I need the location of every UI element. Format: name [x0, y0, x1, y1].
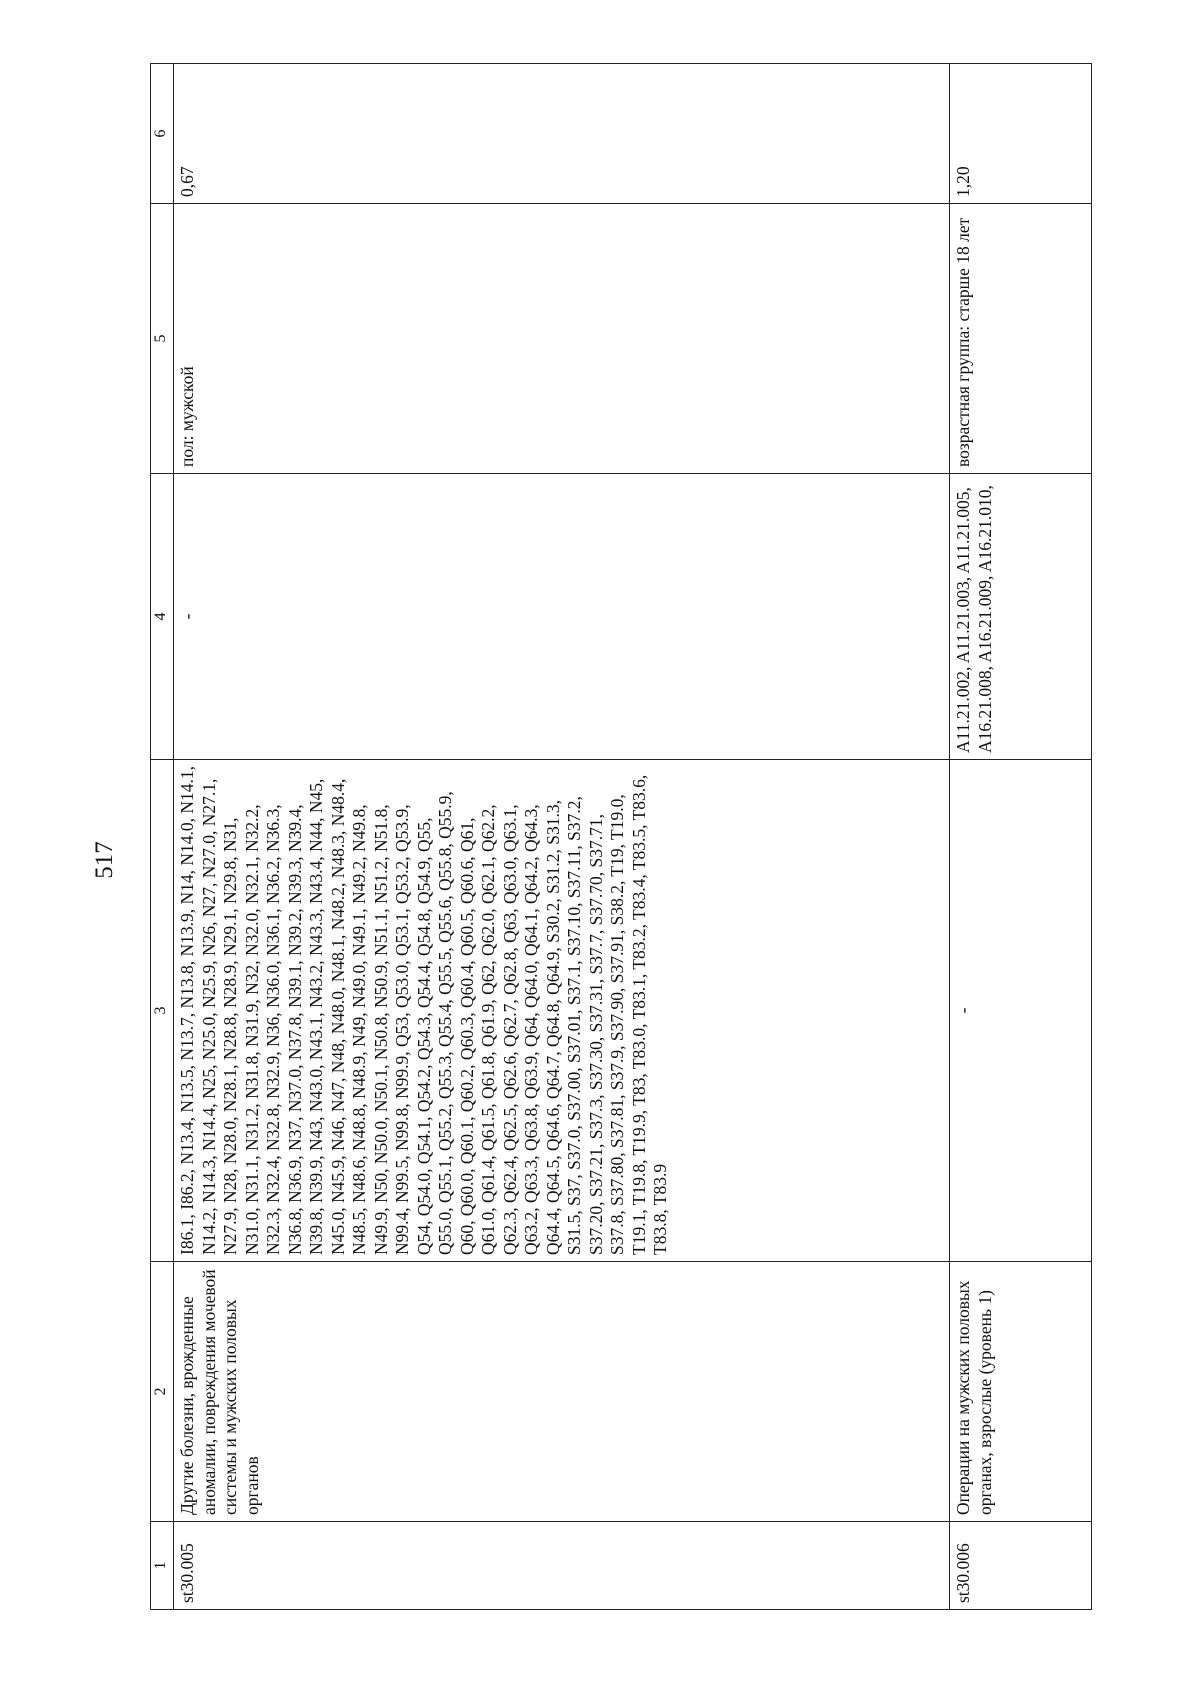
row-services: -	[174, 474, 950, 760]
column-number-1: 1	[151, 1522, 174, 1610]
column-number-6: 6	[151, 64, 174, 204]
table-row	[174, 64, 950, 1610]
rotated-table-container	[150, 64, 1092, 1610]
row-name: Операции на мужских половых органах, взрослые (уровень 1)	[950, 1262, 1092, 1522]
row-diagnoses: I86.1, I86.2, N13.4, N13.5, N13.7, N13.8, N13.9, N14, N14.0, N14.1, N14.2, N14.3, N14.4, N25, N25.0, N25.9, N26, N27, N27.0, N27.1, N27.9, N28, N28.0, N28.1, N28.8, N28.9, N29.1, N29.8, N31, N31.0, N31.1, N31.2, N31.8, N31.9, N32, N32.0, N32.1, N32.2, N32.3, N32.4, N32.8, N32.9, N36, N36.0, N36.1, N36.2, N36.3, N36.8, N36.9, N37, N37.0, N37.8, N39.1, N39.2, N39.3, N39.4, N39.8, N39.9, N43, N43.0, N43.1, N43.2, N43.3, N43.4, N44, N45, N45.0, N45.9, N46, N47, N48, N48.0, N48.1, N48.2, N48.3, N48.4, N48.5, N48.6, N48.8, N48.9, N49, N49.0, N49.1, N49.2, N49.8, N49.9, N50, N50.0, N50.1, N50.8, N50.9, N51.1, N51.2, N51.8, N99.4, N99.5, N99.8, N99.9, Q53, Q53.0, Q53.1, Q53.2, Q53.9, Q54, Q54.0, Q54.1, Q54.2, Q54.3, Q54.4, Q54.8, Q54.9, Q55, Q55.0, Q55.1, Q55.2, Q55.3, Q55.4, Q55.5, Q55.6, Q55.8, Q55.9, Q60, Q60.0, Q60.1, Q60.2, Q60.3, Q60.4, Q60.5, Q60.6, Q61, Q61.0, Q61.4, Q61.5, Q61.8, Q61.9, Q62, Q62.0, Q62.1, Q62.2, Q62.3, Q62.4, Q62.5, Q62.6, Q62.7, Q62.8, Q63, Q63.0, Q63.1, Q63.2, Q63.3, Q63.8, Q63.9, Q64, Q64.0, Q64.1, Q64.2, Q64.3, Q64.4, Q64.5, Q64.6, Q64.7, Q64.8, Q64.9, S30.2, S31.2, S31.3, S31.5, S37, S37.0, S37.00, S37.01, S37.1, S37.10, S37.11, S37.2, S37.20, S37.21, S37.3, S37.30, S37.31, S37.7, S37.70, S37.71, S37.8, S37.80, S37.81, S37.9, S37.90, S37.91, S38.2, T19, T19.0, T19.1, T19.8, T19.9, T83, T83.0, T83.1, T83.2, T83.4, T83.5, T83.6, T83.8, T83.9	[174, 760, 950, 1262]
row-code: st30.006	[950, 1522, 1092, 1610]
column-number-3: 3	[151, 760, 174, 1262]
column-number-4: 4	[151, 474, 174, 760]
tariff-table	[150, 63, 1092, 1610]
document-page	[150, 64, 1092, 1610]
table-row	[950, 64, 1092, 1610]
column-number-2: 2	[151, 1262, 174, 1522]
row-name: Другие болезни, врожденные аномалии, повреждения мочевой системы и мужских половых органов	[174, 1262, 950, 1522]
row-code: st30.005	[174, 1522, 950, 1610]
row-services: A11.21.002, A11.21.003, A11.21.005, A16.21.008, A16.21.009, A16.21.010,	[950, 474, 1092, 760]
page-number: 517	[91, 841, 118, 879]
row-criteria: возрастная группа: старше 18 лет	[950, 204, 1092, 474]
column-number-5: 5	[151, 204, 174, 474]
row-criteria: пол: мужской	[174, 204, 950, 474]
column-number-row	[151, 64, 174, 1610]
row-coefficient: 1,20	[950, 64, 1092, 204]
row-coefficient: 0,67	[174, 64, 950, 204]
row-diagnoses: -	[950, 760, 1092, 1262]
